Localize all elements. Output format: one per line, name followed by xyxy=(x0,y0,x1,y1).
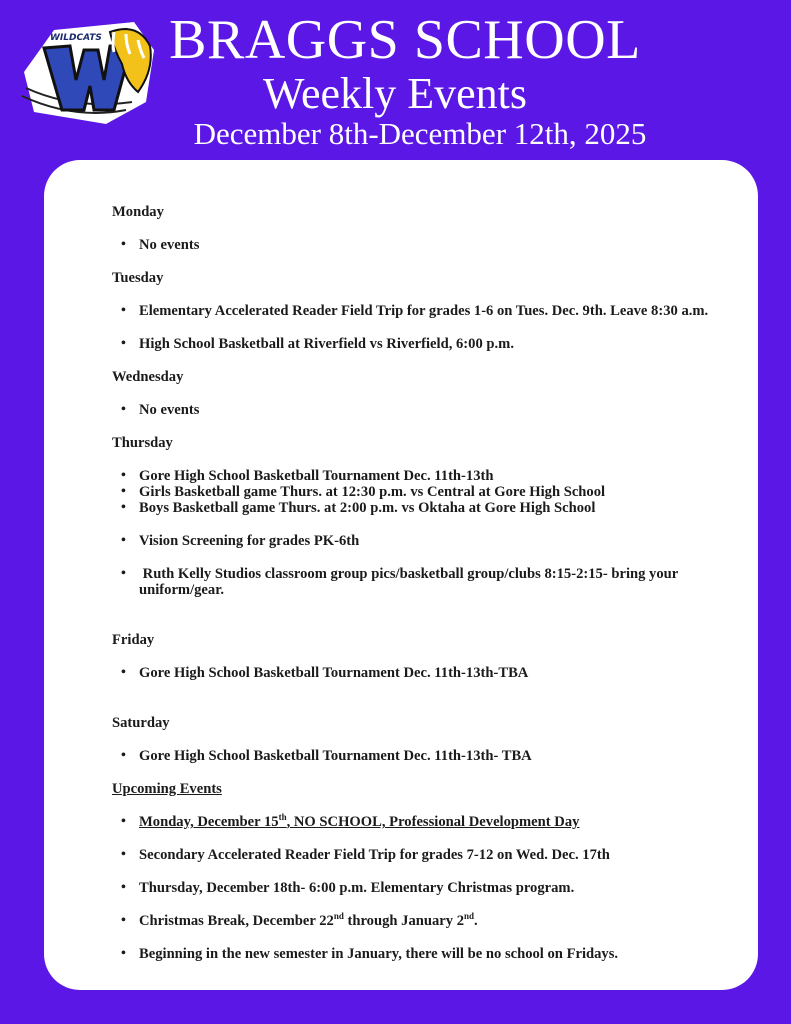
upcoming-item: • Thursday, December 18th- 6:00 p.m. Elementary Christmas program. xyxy=(112,880,712,896)
upcoming-events-list xyxy=(112,814,712,962)
wildcats-logo xyxy=(14,10,160,128)
day-heading-thursday: Thursday xyxy=(112,435,173,451)
events-card xyxy=(44,160,758,990)
event-item: • No events xyxy=(112,402,712,418)
upcoming-item: • Beginning in the new semester in January, there will be no school on Fridays. xyxy=(112,946,712,962)
event-item: • Gore High School Basketball Tournament Dec. 11th-13th xyxy=(112,468,712,484)
school-name: BRAGGS SCHOOL xyxy=(169,9,641,71)
upcoming-item-christmas-break: • Christmas Break, December 22nd through January 2nd. xyxy=(112,913,712,929)
day-heading-saturday: Saturday xyxy=(112,715,170,731)
upcoming-events-heading: Upcoming Events xyxy=(112,781,222,797)
svg-text:WILDCATS: WILDCATS xyxy=(50,33,102,43)
day-heading-wednesday: Wednesday xyxy=(112,369,184,385)
thursday-events xyxy=(112,468,712,598)
monday-events xyxy=(112,237,712,253)
page-subtitle: Weekly Events xyxy=(262,69,528,118)
event-item: • Gore High School Basketball Tournament Dec. 11th-13th-TBA xyxy=(112,665,712,681)
date-range: December 8th-December 12th, 2025 xyxy=(193,116,647,151)
event-item: • Elementary Accelerated Reader Field Trip for grades 1-6 on Tues. Dec. 9th. Leave 8:30 a.m. xyxy=(112,303,712,319)
day-heading-tuesday: Tuesday xyxy=(112,270,164,286)
day-heading-friday: Friday xyxy=(112,632,155,648)
event-item: • No events xyxy=(112,237,712,253)
upcoming-item: • Secondary Accelerated Reader Field Trip for grades 7-12 on Wed. Dec. 17th xyxy=(112,847,712,863)
events-content xyxy=(112,200,712,962)
event-item: • Ruth Kelly Studios classroom group pics/basketball group/clubs 8:15-2:15- bring your uniform/gear. xyxy=(112,566,712,598)
tuesday-events xyxy=(112,303,712,352)
event-item: • Girls Basketball game Thurs. at 12:30 p.m. vs Central at Gore High School xyxy=(112,484,712,500)
day-heading-monday: Monday xyxy=(112,204,164,220)
upcoming-item-no-school: • Monday, December 15th, NO SCHOOL, Professional Development Day xyxy=(112,814,712,830)
event-item: • Vision Screening for grades PK-6th xyxy=(112,533,712,549)
friday-events xyxy=(112,665,712,681)
wednesday-events xyxy=(112,402,712,418)
saturday-events xyxy=(112,748,712,764)
event-item: • Boys Basketball game Thurs. at 2:00 p.m. vs Oktaha at Gore High School xyxy=(112,500,712,516)
event-item: • Gore High School Basketball Tournament Dec. 11th-13th- TBA xyxy=(112,748,712,764)
event-item: • High School Basketball at Riverfield vs Riverfield, 6:00 p.m. xyxy=(112,336,712,352)
